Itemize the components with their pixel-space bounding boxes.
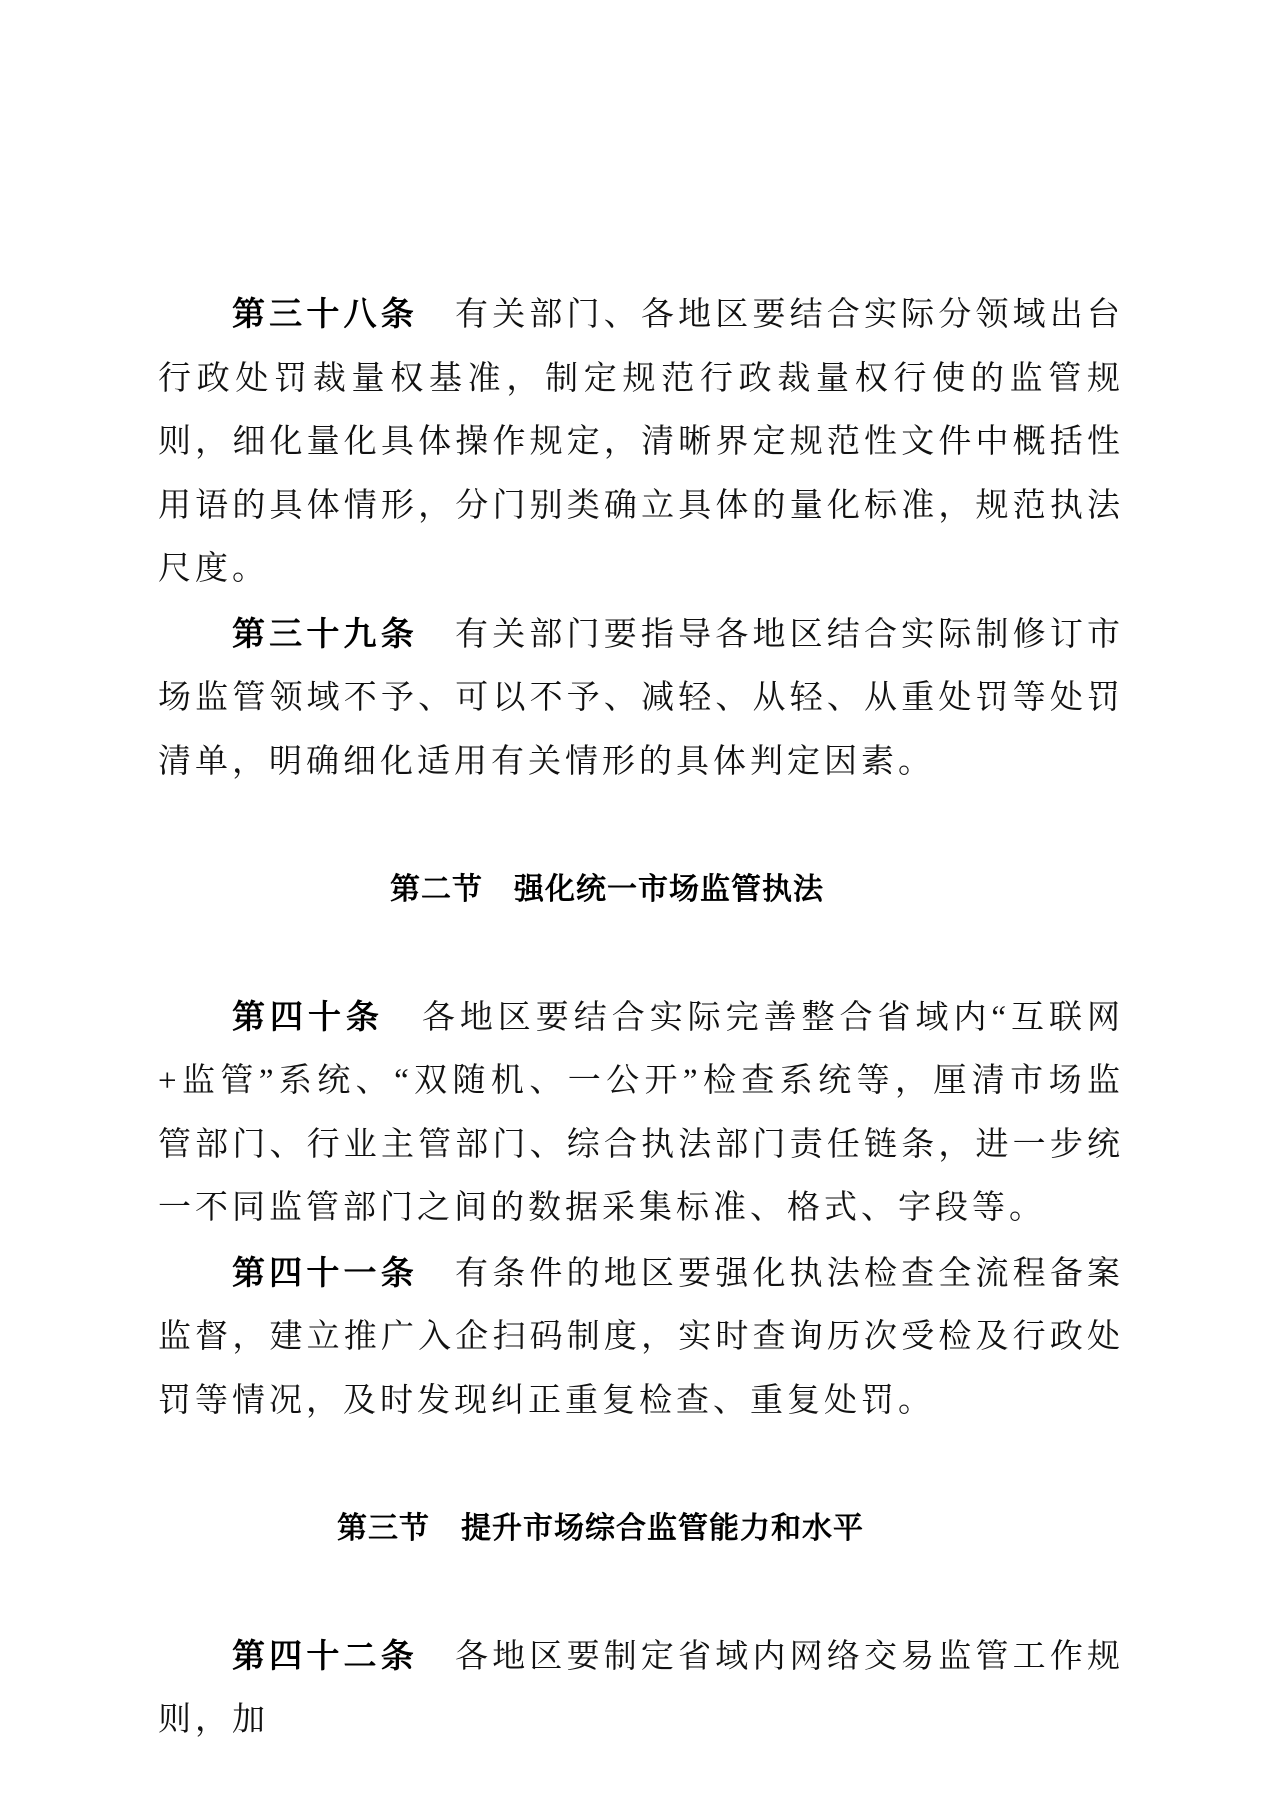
article-41-number: 第四十一条 (232, 1253, 418, 1291)
article-39 (158, 602, 1124, 795)
article-38 (158, 282, 1124, 602)
article-42-number: 第四十二条 (232, 1636, 418, 1674)
article-42-text: 各地区要制定省域内网络交易监管工作规则，加 (158, 1638, 1125, 1738)
article-40-number: 第四十条 (232, 997, 384, 1035)
article-42 (158, 1624, 1124, 1753)
section-heading-2: 第二节 强化统一市场监管执法 (390, 872, 824, 906)
article-41 (158, 1241, 1124, 1434)
article-38-number: 第三十八条 (232, 295, 418, 332)
article-40 (158, 985, 1124, 1241)
article-41-text: 有条件的地区要强化执法检查全流程备案监督，建立推广入企扫码制度，实时查询历次受检及行政处罚等情况，及时发现纠正重复检查、重复处罚。 (158, 1255, 1125, 1419)
document-content (158, 282, 1124, 1753)
article-38-text: 有关部门、各地区要结合实际分领域出台行政处罚裁量权基准，制定规范行政裁量权行使的监管规则，细化量化具体操作规定，清晰界定规范性文件中概括性用语的具体情形，分门别类确立具体的量化标准，规范执法尺度。 (158, 297, 1125, 587)
article-40-text: 各地区要结合实际完善整合省域内“互联网+监管”系统、“双随机、一公开”检查系统等，厘清市场监管部门、行业主管部门、综合执法部门责任链条，进一步统一不同监管部门之间的数据采集标准、格式、字段等。 (158, 999, 1124, 1226)
section-heading-3: 第三节 提升市场综合监管能力和水平 (337, 1511, 864, 1545)
article-39-text: 有关部门要指导各地区结合实际制修订市场监管领域不予、可以不予、减轻、从轻、从重处罚等处罚清单，明确细化适用有关情形的具体判定因素。 (158, 616, 1125, 780)
article-39-number: 第三十九条 (232, 614, 418, 652)
